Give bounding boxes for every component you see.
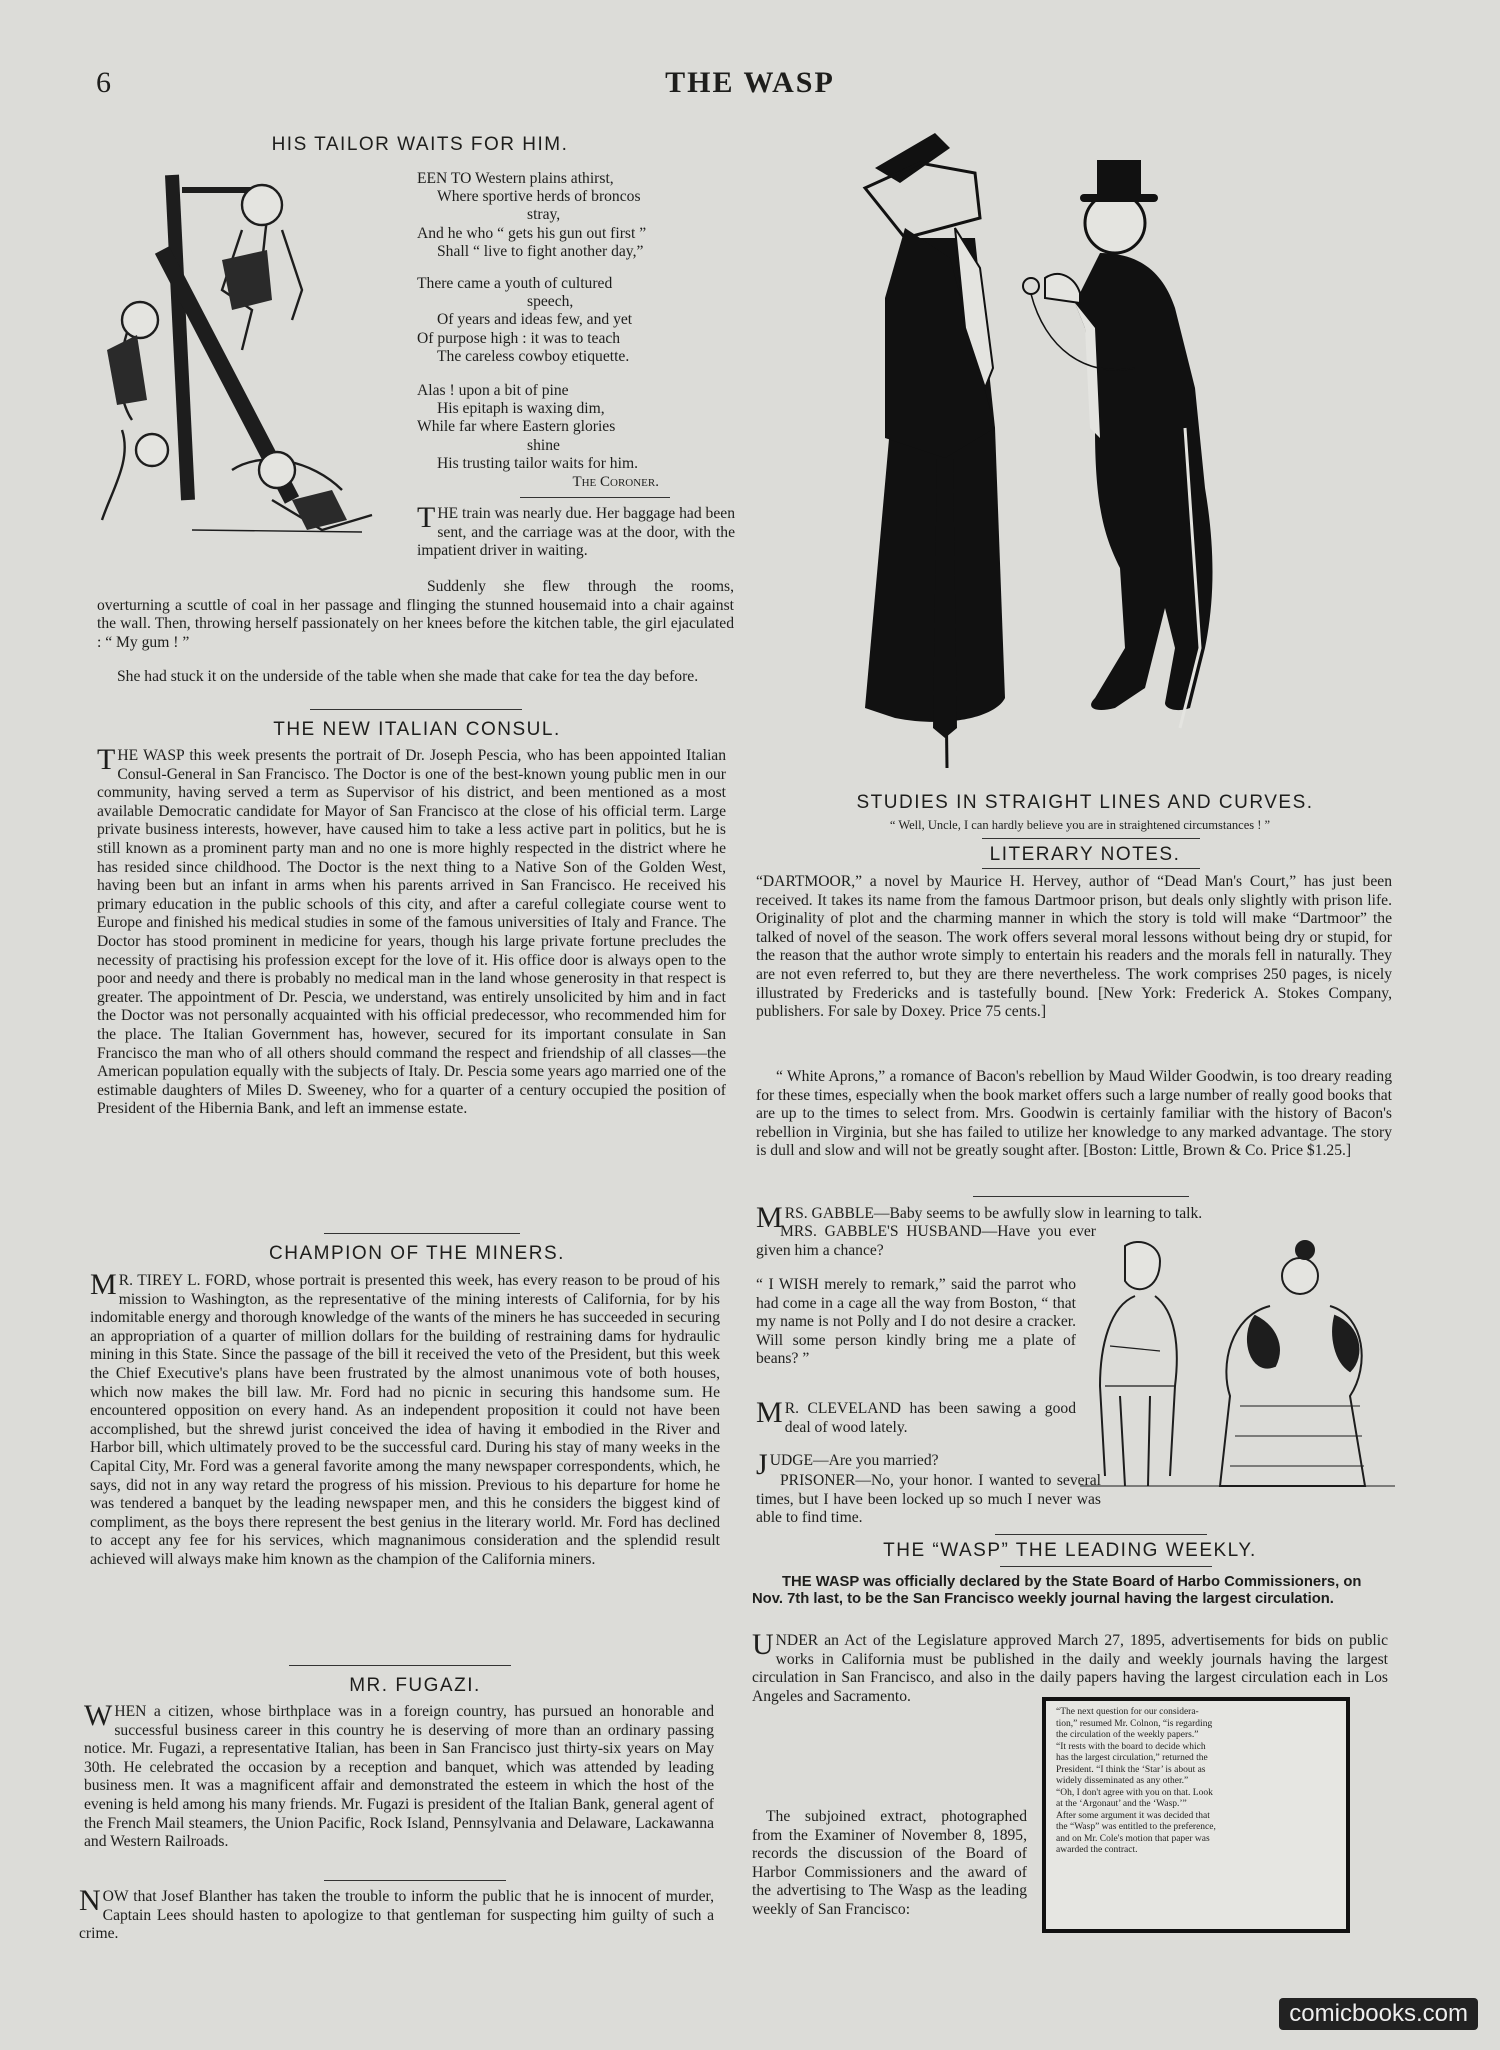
- clipping-line: and on Mr. Cole's motion that paper was: [1056, 1833, 1210, 1844]
- signature-coroner: The Coroner.: [572, 474, 659, 490]
- cartoon-title: STUDIES IN STRAIGHT LINES AND CURVES.: [856, 792, 1314, 813]
- verse-line: There came a youth of cultured: [417, 275, 613, 292]
- divider: [982, 868, 1200, 869]
- weekly-title: THE “WASP” THE LEADING WEEKLY.: [883, 1540, 1257, 1561]
- clipping-line: the circulation of the weekly papers.”: [1056, 1730, 1199, 1740]
- cowboy-illustration: [92, 170, 392, 545]
- clipping-line: After some argument it was decided that: [1056, 1810, 1210, 1821]
- divider: [324, 1880, 506, 1881]
- consul-title: THE NEW ITALIAN CONSUL.: [273, 719, 561, 740]
- verse-line: stray,: [527, 206, 561, 224]
- verse-line: Alas ! upon a bit of pine: [417, 382, 569, 399]
- train-story-p2: Suddenly she flew through the rooms, overturning a scuttle of coal in her passage and flinging the stunned housemaid into a chair against the wall. Then, throwing herself passionately on her knees before the kitchen table, the girl ejaculated : “ My gum ! ”: [97, 578, 734, 651]
- verse-line: shine: [527, 436, 560, 454]
- watermark-link[interactable]: comicbooks.com: [1279, 1998, 1478, 2030]
- weekly-p1: UNDER an Act of the Legislature approved March 27, 1895, advertisements for bids on public works in California must be published in the daily and weekly journals having the largest circulation in San Francisco, and also in the daily papers having the largest circulation each in Los Angeles and Sacramento.: [752, 1628, 1388, 1705]
- verse-line: EEN TO Western plains athirst,: [417, 170, 614, 187]
- clipping-line: “Oh, I don't agree with you on that. Look: [1056, 1787, 1213, 1798]
- clipping-line: tion,” resumed Mr. Colnon, “is regarding: [1056, 1718, 1213, 1729]
- page-number: 6: [96, 66, 111, 99]
- joke-cleveland: MR. CLEVELAND has been sawing a good deal of wood lately.: [756, 1396, 1076, 1436]
- miners-title: CHAMPION OF THE MINERS.: [269, 1243, 565, 1264]
- divider: [982, 838, 1200, 839]
- verse-line: The careless cowboy etiquette.: [437, 347, 630, 365]
- divider: [324, 1233, 520, 1234]
- joke-gabble-1: MRS. GABBLE—Baby seems to be awfully slow in learning to talk.: [756, 1201, 1203, 1234]
- fugazi-title: MR. FUGAZI.: [349, 1675, 481, 1696]
- clipping-line: President. “I think the ‘Star’ is about as: [1056, 1764, 1206, 1775]
- divider: [1000, 1566, 1212, 1567]
- joke-gabble-2: MRS. GABBLE'S HUSBAND—Have you ever given him a chance?: [756, 1223, 1096, 1259]
- verse-line: Shall “ live to fight another day,”: [437, 242, 644, 260]
- verse-line: Of purpose high : it was to teach: [417, 329, 621, 347]
- literary-dartmoor: “DARTMOOR,” a novel by Maurice H. Hervey, author of “Dead Man's Court,” has just been received. It takes its name from the famous Dartmoor prison, but deals only slightly with prison life. Originality of plot and the charming manner in which the story is told will make “Dartmoor” the talked of novel of the season. The work offers several moral lessons without being dry or stupid, for the reason that the author wrote simply to entertain his readers and the morals fell in naturally. They are not even referred to, but they are there nevertheless. The work comprises 250 pages, is nicely illustrated by Fredericks and is tastefully bound. [New York: Frederick A. Stokes Company, publishers. For sale by Doxey. Price 75 cents.]: [756, 873, 1392, 1021]
- literary-title: LITERARY NOTES.: [989, 844, 1181, 865]
- divider: [289, 1665, 511, 1666]
- verse-line: His trusting tailor waits for him.: [437, 454, 638, 472]
- verse-line: speech,: [527, 293, 574, 311]
- tailor-verse-3: [417, 382, 737, 473]
- weekly-p2: The subjoined extract, photographed from the Examiner of November 8, 1895, records the discussion of the Board of Harbor Commissioners and the award of the advertising to The Wasp as the leading weekly of San Francisco:: [752, 1808, 1027, 1918]
- tailor-title: HIS TAILOR WAITS FOR HIM.: [271, 134, 569, 155]
- divider: [973, 1196, 1189, 1197]
- divider: [310, 709, 522, 710]
- divider: [520, 497, 670, 498]
- tailor-verse-2: [417, 275, 737, 366]
- verse-line: Of years and ideas few, and yet: [437, 311, 633, 329]
- joke-judge-2: PRISONER—No, your honor. I wanted to several times, but I have been locked up so much I never was able to find time.: [756, 1472, 1101, 1527]
- couple-illustration: [1080, 1236, 1395, 1498]
- divider: [995, 1534, 1207, 1535]
- masthead: THE WASP: [665, 66, 835, 99]
- cartoon-caption: “ Well, Uncle, I can hardly believe you are in straightened circumstances ! ”: [889, 818, 1271, 832]
- literary-white-aprons: “ White Aprons,” a romance of Bacon's rebellion by Maud Wilder Goodwin, is too dreary reading for these times, especially when the book market offers such a large number of really good books that are up to the times to select from. Mrs. Goodwin is certainly familiar with the history of Bacon's rebellion in Virginia, but she has failed to utilize her knowledge to any marked advantage. The story is dull and slow and will not be greatly sought after. [Boston: Little, Brown & Co. Price $1.25.]: [756, 1068, 1392, 1160]
- clipping-line: widely disseminated as any other.”: [1056, 1776, 1189, 1786]
- clipping-line: “It rests with the board to decide which: [1056, 1741, 1206, 1752]
- cartoon-illustration: [845, 128, 1315, 783]
- blanther-note: NOW that Josef Blanther has taken the trouble to inform the public that he is innocent of murder, Captain Lees should hasten to apologize to that gentleman for suspecting him guilty of such a crime.: [79, 1884, 714, 1943]
- verse-line: Where sportive herds of broncos: [437, 188, 641, 206]
- clipping-line: awarded the contract.: [1056, 1845, 1138, 1855]
- clipping-line: the “Wasp” was entitled to the preference,: [1056, 1822, 1216, 1832]
- verse-line: While far where Eastern glories: [417, 418, 616, 436]
- joke-parrot: “ I WISH merely to remark,” said the parrot who had come in a cage all the way from Boston, “ that my name is not Polly and I do not desire a cracker. Will some person kindly bring me a plate of beans? ”: [756, 1276, 1076, 1368]
- verse-line: And he who “ gets his gun out first ”: [417, 224, 647, 242]
- examiner-clipping: [1042, 1697, 1350, 1933]
- clipping-line: “The next question for our considera-: [1056, 1707, 1199, 1717]
- fugazi-text: WHEN a citizen, whose birthplace was in a foreign country, has pursued an honorable and successful business career in this country he is deserving of more than an ordinary passing notice. Mr. Fugazi, a representative Italian, has been in San Francisco just thirty-six years on May 30th. He celebrated the occasion by a reception and banquet, which was attended by leading business men. It was a magnificent affair and demonstrated the esteem in which the host of the evening is held among his many friends. Mr. Fugazi is president of the Italian Bank, general agent of the French Mail steamers, the Union Pacific, Rock Island, Pennsylvania and Delaware, Lackawanna and Western Railroads.: [84, 1699, 714, 1851]
- miners-text: MR. TIREY L. FORD, whose portrait is presented this week, has every reason to be proud of his mission to Washington, as the representative of the mining interests of California, for by his indomitable energy and thorough knowledge of the wants of the miners he has succeeded in securing an appropriation of a quarter of million dollars for the building of restraining dams for hydraulic mining in this State. Since the passage of the bill it received the veto of the President, but this week the Chief Executive's plans have been frustrated by the almost unanimous vote of both houses, which now makes the bill law. Mr. Ford had no picnic in securing this handsome sum. He encountered opposition on every hand. As an independent proposition it could not have been accomplished, but the shrewd jurist conceived the idea of having it embodied in the River and Harbor bill, which ultimately proved to be the successful card. During his stay of many weeks in the Capital City, Mr. Ford was a general favorite among the many newspaper correspondents, which, he says, did not in any way retard the progress of his mission. Previous to his departure for home he was tendered a banquet by the leading newspaper men, and this he considers the biggest kind of compliment, as the boys there represent the best genius in the literary world. Mr. Ford has declined to accept any fee for his services, which magnanimous consideration and the splendid result achieved will always make him known as the champion of the California miners.: [90, 1268, 720, 1568]
- train-story-p1: THE train was nearly due. Her baggage had been sent, and the carriage was at the door, with the impatient driver in waiting.: [417, 501, 735, 560]
- joke-judge-1: JUDGE—Are you married?: [756, 1448, 939, 1481]
- clipping-line: at the ‘Argonaut’ and the ‘Wasp.’”: [1056, 1799, 1187, 1809]
- consul-text: THE WASP this week presents the portrait of Dr. Joseph Pescia, who has been appointed Italian Consul-General in San Francisco. The Doctor is one of the best-known young public men in our community, having served a term as Supervisor of his district, and been mentioned as a most available Democratic candidate for Mayor of San Francisco at the close of his official term. Large private business interests, however, have caused him to take a less active part in politics, but he is still known as a prominent party man and no one is more highly respected in the district where he has resided since childhood. The Doctor is the next thing to a Native Son of the Golden West, having been but an infant in arms when his parents arrived in San Francisco. He received his primary education in the public schools of this city, and after a careful collegiate course went to Europe and finished his medical studies in some of the famous universities of Italy and France. The Doctor has stood prominent in medicine for years, though his large private fortune precludes the necessity of practising his profession except for the love of it. His office door is always open to the poor and needy and there is probably no medical man in the land whose generosity in that respect is greater. The appointment of Dr. Pescia, we understand, was entirely unsolicited by him and in fact the Doctor was not personally acquainted with his official predecessor, who recommended him for the place. The Italian Government has, however, secured for its important consulate in San Francisco the man who of all others should command the respect and friendship of all classes—the American population equally with the subjects of Italy. Dr. Pescia some years ago married one of the estimable daughters of Miles D. Sweeney, who for a quarter of a century occupied the position of President of the Hibernia Bank, and left an immense estate.: [97, 743, 726, 1118]
- verse-line: His epitaph is waxing dim,: [437, 400, 605, 418]
- weekly-bold-notice: THE WASP was officially declared by the State Board of Harbo Commissioners, on Nov. 7th last, to be the San Francisco weekly journal having the largest circulation.: [752, 1574, 1362, 1607]
- train-story-p3: She had stuck it on the underside of the table when she made that cake for tea the day before.: [117, 668, 699, 685]
- clipping-line: has the largest circulation,” returned the: [1056, 1753, 1208, 1763]
- tailor-verse-1: [417, 170, 737, 261]
